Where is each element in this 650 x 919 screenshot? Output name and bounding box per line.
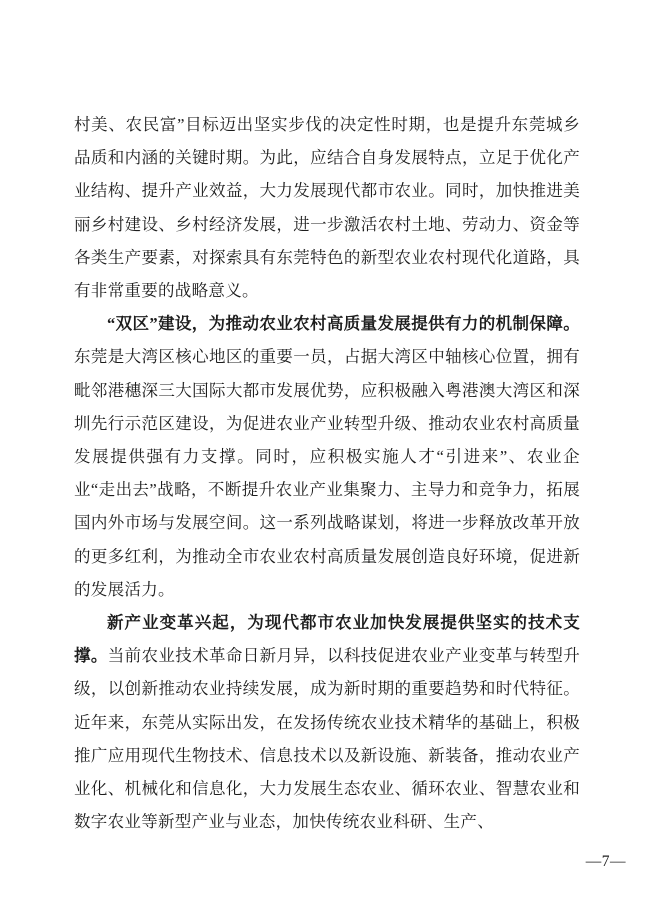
paragraph-lead-bold: 新产业变革兴起，为现代都市农业加快发展提供坚实的技术支撑。 bbox=[74, 613, 580, 666]
document-body bbox=[74, 108, 580, 838]
paragraph-text: 当前农业技术革命日新月异，以科技促进农业产业变革与转型升级，以创新推动农业持续发展，成为新时期的重要趋势和时代特征。近年来，东莞从实际出发，在发扬传统农业技术精华的基础上，积极推广应用现代生物技术、信息技术以及新设施、新装备，推动农业产业化、机械化和信息化，大力发展生态农业、循环农业、智慧农业和数字农业等新型产业与业态，加快传统农业科研、生产、 bbox=[74, 646, 580, 832]
page-number: —7— bbox=[585, 853, 626, 870]
paragraph-lead-bold: “双区”建设，为推动农业农村高质量发展提供有力的机制保障。 bbox=[107, 314, 580, 334]
paragraph bbox=[74, 606, 580, 838]
paragraph-text: 村美、农民富”目标迈出坚实步伐的决定性时期，也是提升东莞城乡品质和内涵的关键时期。为此，应结合自身发展特点，立足于优化产业结构、提升产业效益，大力发展现代都市农业。同时，加快推进美丽乡村建设、乡村经济发展，进一步激活农村土地、劳动力、资金等各类生产要素，对探索具有东莞特色的新型农业农村现代化道路，具有非常重要的战略意义。 bbox=[74, 115, 580, 301]
paragraph bbox=[74, 108, 580, 307]
paragraph-text: 东莞是大湾区核心地区的重要一员，占据大湾区中轴核心位置，拥有毗邻港穗深三大国际大都市发展优势，应积极融入粤港澳大湾区和深圳先行示范区建设，为促进农业产业转型升级、推动农业农村高质量发展提供强有力支撑。同时，应积极实施人才“引进来”、农业企业“走出去”战略，不断提升农业产业集聚力、主导力和竞争力，拓展国内外市场与发展空间。这一系列战略谋划，将进一步释放改革开放的更多红利，为推动全市农业农村高质量发展创造良好环境，促进新的发展活力。 bbox=[74, 347, 580, 599]
paragraph bbox=[74, 307, 580, 606]
